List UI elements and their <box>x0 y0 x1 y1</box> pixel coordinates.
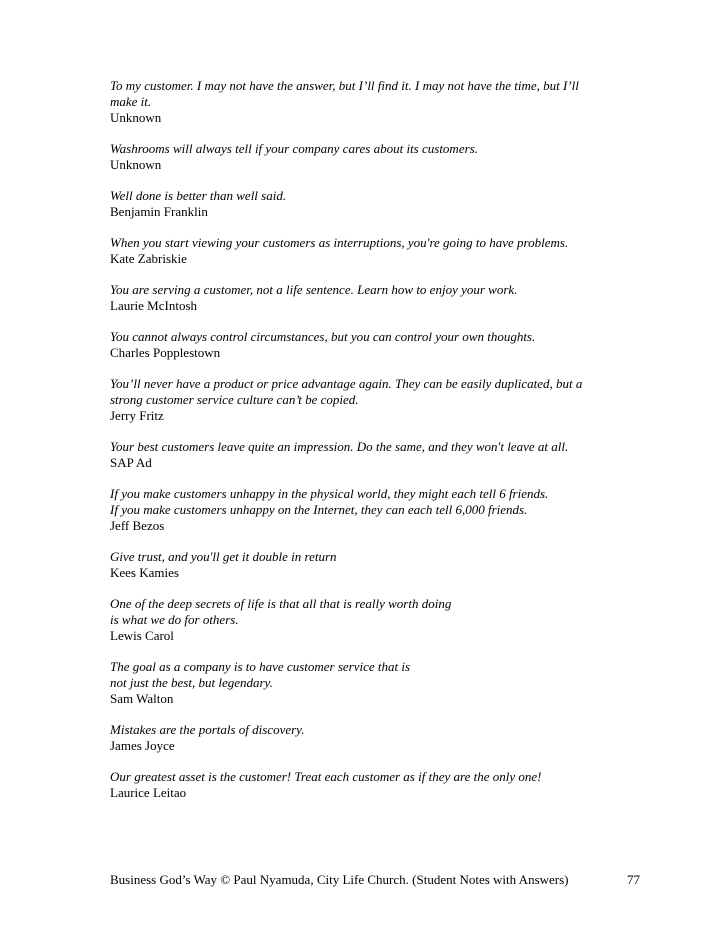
quote-text: You cannot always control circumstances, but you can control your own thoughts. <box>110 329 536 344</box>
quote-author: Kees Kamies <box>110 565 179 580</box>
quote-author: Benjamin Franklin <box>110 204 208 219</box>
quote-block <box>110 722 650 754</box>
quote-text: Mistakes are the portals of discovery. <box>110 722 305 737</box>
quote-text: The goal as a company is to have customer service that is <box>110 659 411 674</box>
quote-author: Laurice Leitao <box>110 785 187 800</box>
quote-author: Sam Walton <box>110 691 174 706</box>
quote-author: Jeff Bezos <box>110 518 165 533</box>
quote-block <box>110 188 650 220</box>
quote-block <box>110 78 650 126</box>
quote-text: You are serving a customer, not a life sentence. Learn how to enjoy your work. <box>110 282 518 297</box>
quote-list <box>110 78 650 816</box>
page-number: 77 <box>627 872 640 887</box>
quote-text: is what we do for others. <box>110 612 239 627</box>
quote-text: Give trust, and you'll get it double in return <box>110 549 337 564</box>
quote-text: not just the best, but legendary. <box>110 675 273 690</box>
quote-text: Well done is better than well said. <box>110 188 287 203</box>
quote-author: Unknown <box>110 110 162 125</box>
footer-text: Business God’s Way © Paul Nyamuda, City Life Church. (Student Notes with Answers) <box>110 872 569 887</box>
quote-author: Laurie McIntosh <box>110 298 198 313</box>
quote-author: SAP Ad <box>110 455 152 470</box>
quote-text: Your best customers leave quite an impression. Do the same, and they won't leave at all. <box>110 439 569 454</box>
quote-text: If you make customers unhappy in the physical world, they might each tell 6 friends. <box>110 486 549 501</box>
quote-block <box>110 659 650 707</box>
quote-author: James Joyce <box>110 738 175 753</box>
quote-block <box>110 486 650 534</box>
quote-text: When you start viewing your customers as interruptions, you're going to have problems. <box>110 235 569 250</box>
quote-author: Unknown <box>110 157 162 172</box>
page-footer <box>110 872 640 888</box>
quote-text: If you make customers unhappy on the Internet, they can each tell 6,000 friends. <box>110 502 528 517</box>
quote-author: Lewis Carol <box>110 628 174 643</box>
quote-block <box>110 141 650 173</box>
quote-text: make it. <box>110 94 152 109</box>
quote-block <box>110 549 650 581</box>
quote-block <box>110 439 650 471</box>
quote-text: Washrooms will always tell if your company cares about its customers. <box>110 141 478 156</box>
quote-author: Charles Popplestown <box>110 345 221 360</box>
quote-text: strong customer service culture can’t be copied. <box>110 392 359 407</box>
quote-block <box>110 769 650 801</box>
quote-text: To my customer. I may not have the answer, but I’ll find it. I may not have the time, but I’ll <box>110 78 579 93</box>
quote-author: Kate Zabriskie <box>110 251 187 266</box>
quote-block <box>110 596 650 644</box>
quote-block <box>110 329 650 361</box>
quote-text: You’ll never have a product or price advantage again. They can be easily duplicated, but a <box>110 376 583 391</box>
quote-block <box>110 235 650 267</box>
quote-block <box>110 376 650 424</box>
quote-author: Jerry Fritz <box>110 408 164 423</box>
quote-block <box>110 282 650 314</box>
quote-text: Our greatest asset is the customer! Treat each customer as if they are the only one! <box>110 769 542 784</box>
quote-text: One of the deep secrets of life is that all that is really worth doing <box>110 596 452 611</box>
